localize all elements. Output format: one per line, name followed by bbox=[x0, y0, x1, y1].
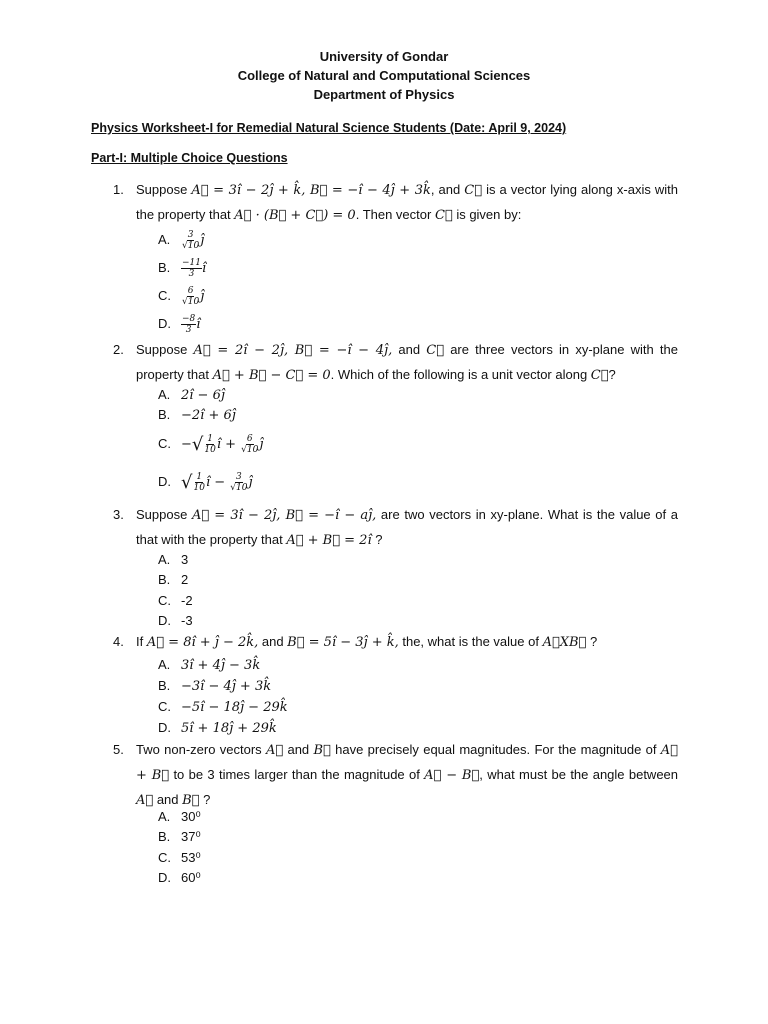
option-expression: 3 bbox=[181, 552, 189, 567]
text-segment: ? bbox=[608, 367, 616, 382]
text-segment: is a vector lying along x-axis with the property that bbox=[136, 182, 678, 222]
numerator: 3 bbox=[187, 230, 194, 240]
math-expression: C⃗ bbox=[426, 343, 445, 358]
option-expression: 53⁰ bbox=[181, 850, 201, 865]
text-segment: Suppose bbox=[136, 507, 192, 522]
option-expression: 3î + 4ĵ − 3k̂ bbox=[181, 658, 261, 673]
part-title: Part-I: Multiple Choice Questions bbox=[91, 151, 288, 165]
question-1 bbox=[113, 178, 678, 228]
college-name: College of Natural and Computational Sciences bbox=[237, 68, 531, 83]
text-segment: are two vectors in xy-plane. What is the value of a that with the property that bbox=[136, 507, 679, 547]
denominator: 10 bbox=[204, 445, 216, 455]
option-letter: D. bbox=[158, 473, 171, 489]
math-expression: B⃗ = 5î − 3ĵ + k̂, bbox=[287, 635, 399, 650]
math-expression: î − bbox=[205, 474, 230, 490]
denominator: 3 bbox=[188, 269, 195, 279]
text-segment: and bbox=[258, 634, 288, 649]
option-letter: C. bbox=[158, 435, 171, 451]
question-number: 1. bbox=[113, 182, 124, 197]
option-letter: D. bbox=[158, 315, 171, 331]
option-letter: C. bbox=[158, 699, 171, 714]
option-letter: B. bbox=[158, 678, 171, 693]
math-expression: A⃗ = 3î − 2ĵ + k̂, B⃗ = −î − 4ĵ + 3k̂ bbox=[191, 183, 431, 198]
text-segment: the, what is the value of bbox=[398, 634, 543, 649]
university-name: University of Gondar bbox=[319, 49, 449, 64]
sqrt-sign: √ bbox=[191, 433, 204, 455]
text-segment: Two non-zero vectors bbox=[136, 742, 266, 757]
math-expression: A⃗ − B⃗ bbox=[424, 768, 480, 783]
math-expression: A⃗ + B⃗ bbox=[136, 743, 678, 783]
math-expression: B⃗ bbox=[313, 743, 331, 758]
question-5 bbox=[113, 738, 678, 813]
option-letter: B. bbox=[158, 572, 171, 587]
option-1c bbox=[158, 286, 204, 307]
option-expression: -3 bbox=[181, 613, 193, 628]
worksheet-title: Physics Worksheet-I for Remedial Natural Science Students (Date: April 9, 2024) bbox=[91, 121, 567, 135]
math-expression: A⃗ bbox=[265, 743, 284, 758]
option-expression: −3î − 4ĵ + 3k̂ bbox=[181, 679, 272, 694]
option-5b bbox=[158, 828, 201, 846]
unit-vector: î bbox=[202, 260, 207, 276]
text-segment: to be 3 times larger than the magnitude of bbox=[169, 767, 425, 782]
option-3d bbox=[158, 612, 193, 630]
option-letter: B. bbox=[158, 829, 171, 844]
fraction bbox=[240, 434, 259, 455]
text-segment: Suppose bbox=[136, 342, 194, 357]
question-text bbox=[136, 738, 678, 813]
option-letter: D. bbox=[158, 870, 171, 885]
text-segment: . Which of the following is a unit vector along bbox=[330, 367, 591, 382]
option-1a bbox=[158, 230, 204, 251]
question-number: 3. bbox=[113, 507, 124, 522]
option-4b bbox=[158, 677, 271, 696]
option-letter: A. bbox=[158, 809, 171, 824]
option-3a bbox=[158, 551, 188, 569]
numerator: 6 bbox=[187, 286, 194, 296]
text-segment: and bbox=[153, 792, 183, 807]
option-letter: A. bbox=[158, 657, 171, 672]
question-text bbox=[136, 338, 678, 388]
text-segment: . Then vector bbox=[355, 207, 435, 222]
option-4c bbox=[158, 698, 288, 717]
fraction bbox=[229, 472, 248, 493]
math-expression: A⃗ = 8î + ĵ − 2k̂, bbox=[146, 635, 259, 650]
option-letter: A. bbox=[158, 387, 171, 402]
numerator: −11 bbox=[182, 258, 201, 268]
question-number: 4. bbox=[113, 634, 124, 649]
option-expression: 60⁰ bbox=[181, 870, 201, 885]
question-number: 5. bbox=[113, 742, 124, 757]
sign: − bbox=[181, 436, 192, 452]
numerator: 1 bbox=[207, 434, 213, 444]
option-expression: −5î − 18ĵ − 29k̂ bbox=[181, 700, 288, 715]
math-expression: C⃗ bbox=[434, 208, 453, 223]
option-3c bbox=[158, 592, 193, 610]
option-letter: C. bbox=[158, 287, 171, 303]
numerator: 1 bbox=[196, 472, 203, 482]
option-4d bbox=[158, 719, 277, 738]
math-expression: A⃗XB⃗ bbox=[542, 635, 587, 650]
option-expression: −2î + 6ĵ bbox=[181, 408, 236, 423]
math-expression: C⃗ bbox=[590, 368, 609, 383]
numerator: −8 bbox=[182, 314, 196, 324]
option-2b bbox=[158, 406, 236, 425]
math-expression: B⃗ bbox=[182, 793, 200, 808]
math-expression: A⃗ = 3î − 2ĵ, B⃗ = −î − aĵ, bbox=[191, 508, 377, 523]
option-expression: 2î − 6ĵ bbox=[181, 388, 225, 403]
option-expression: 2 bbox=[181, 572, 189, 587]
question-text bbox=[136, 503, 678, 553]
numerator: 6 bbox=[246, 434, 253, 444]
unit-vector: ĵ bbox=[259, 436, 264, 452]
math-expression: î + bbox=[216, 436, 241, 452]
math-expression: A⃗ + B⃗ = 2î bbox=[286, 533, 372, 548]
math-expression: A⃗ · (B⃗ + C⃗) = 0 bbox=[234, 208, 356, 223]
question-text bbox=[136, 630, 678, 655]
option-letter: C. bbox=[158, 850, 171, 865]
math-expression: A⃗ bbox=[136, 793, 154, 808]
fraction bbox=[203, 434, 216, 455]
department-name: Department of Physics bbox=[313, 87, 455, 102]
unit-vector: ĵ bbox=[248, 474, 253, 490]
text-segment: is given by: bbox=[452, 207, 522, 222]
option-letter: D. bbox=[158, 613, 171, 628]
text-segment: Suppose bbox=[136, 182, 192, 197]
option-5a bbox=[158, 808, 201, 826]
option-expression: 30⁰ bbox=[181, 809, 201, 824]
question-number: 2. bbox=[113, 342, 124, 357]
option-2c bbox=[158, 434, 263, 455]
option-1d bbox=[158, 314, 200, 335]
denominator: √10 bbox=[241, 445, 259, 455]
text-segment: ? bbox=[199, 792, 211, 807]
option-letter: B. bbox=[158, 407, 171, 422]
text-segment: and bbox=[283, 742, 314, 757]
fraction bbox=[181, 286, 200, 307]
math-expression: C⃗ bbox=[464, 183, 483, 198]
sqrt-sign: √ bbox=[181, 471, 193, 493]
unit-vector: ĵ bbox=[200, 288, 205, 304]
option-letter: B. bbox=[158, 259, 171, 275]
math-expression: A⃗ + B⃗ − C⃗ = 0 bbox=[212, 368, 331, 383]
fraction bbox=[192, 472, 205, 493]
text-segment: , what must be the angle between bbox=[479, 767, 679, 782]
fraction bbox=[181, 230, 200, 251]
fraction bbox=[181, 258, 202, 279]
option-expression: -2 bbox=[181, 593, 193, 608]
text-segment: If bbox=[136, 634, 147, 649]
question-2 bbox=[113, 338, 678, 388]
option-3b bbox=[158, 571, 188, 589]
option-expression: 5î + 18ĵ + 29k̂ bbox=[181, 721, 277, 736]
option-letter: D. bbox=[158, 720, 171, 735]
unit-vector: î bbox=[196, 316, 201, 332]
denominator: 3 bbox=[185, 325, 192, 335]
text-segment: , and bbox=[430, 182, 465, 197]
option-2a bbox=[158, 386, 225, 405]
text-segment: and bbox=[392, 342, 427, 357]
text-segment: ? bbox=[371, 532, 383, 547]
text-segment: ? bbox=[586, 634, 598, 649]
numerator: 3 bbox=[235, 472, 242, 482]
denominator: √10 bbox=[182, 297, 200, 307]
fraction bbox=[181, 314, 196, 335]
question-4 bbox=[113, 630, 678, 655]
unit-vector: ĵ bbox=[200, 232, 205, 248]
denominator: 10 bbox=[193, 483, 205, 493]
option-1b bbox=[158, 258, 206, 279]
question-3 bbox=[113, 503, 678, 553]
denominator: √10 bbox=[182, 241, 200, 251]
text-segment: have precisely equal magnitudes. For the magnitude of bbox=[330, 742, 661, 757]
option-5c bbox=[158, 849, 201, 867]
option-letter: A. bbox=[158, 552, 171, 567]
option-letter: A. bbox=[158, 231, 171, 247]
denominator: √10 bbox=[230, 483, 248, 493]
option-4a bbox=[158, 656, 260, 675]
question-text bbox=[136, 178, 678, 228]
math-expression: A⃗ = 2î − 2ĵ, B⃗ = −î − 4ĵ, bbox=[193, 343, 393, 358]
option-letter: C. bbox=[158, 593, 171, 608]
option-2d bbox=[158, 472, 252, 493]
text-segment: are three vectors in xy-plane with the property that bbox=[136, 342, 678, 382]
option-5d bbox=[158, 869, 201, 887]
option-expression: 37⁰ bbox=[181, 829, 201, 844]
